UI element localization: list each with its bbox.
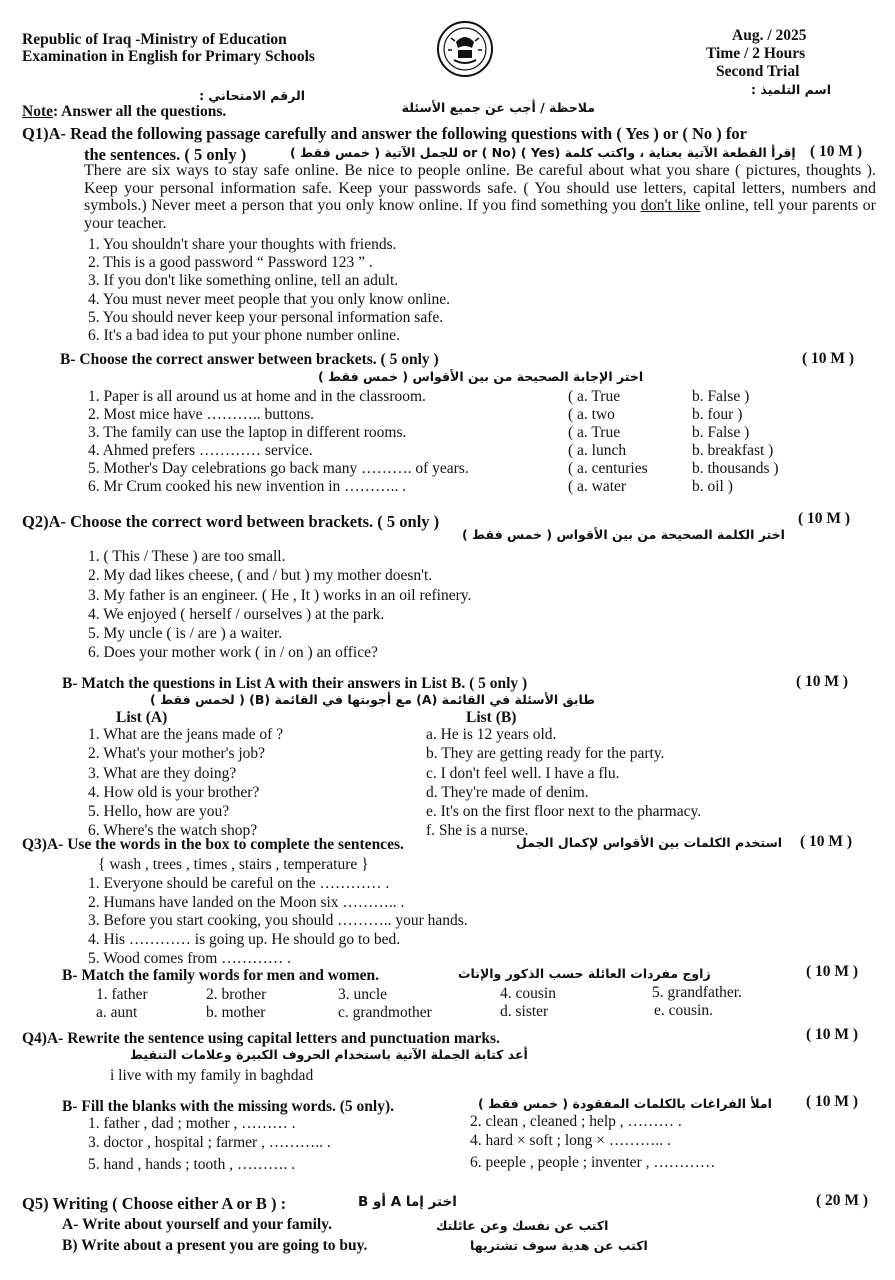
list-b-item: c. I don't feel well. I have a flu. (426, 764, 620, 782)
list-a-item: 3. What are they doing? (88, 764, 237, 782)
fill-item: 6. peeple , people ; inventer , ………… (470, 1154, 716, 1171)
list-item: 5. Wood comes from ………… . (88, 949, 291, 967)
q4a-arabic: أعد كتابة الجملة الآتية باستخدام الحروف الكبيرة وعلامات التنقيط (130, 1047, 528, 1062)
q3b-marks: ( 10 M ) (806, 963, 859, 980)
family-word: 2. brother (206, 986, 267, 1003)
list-b (426, 725, 701, 841)
family-word: 4. cousin (500, 985, 556, 1002)
list-item: 2. Humans have landed on the Moon six ……….. . (88, 893, 405, 911)
list-a-item: 5. Hello, how are you? (88, 803, 230, 821)
q1b-options-b (692, 388, 779, 496)
list-item: 5. My uncle ( is / are ) a waiter. (88, 625, 283, 643)
q3a-number: Q3)A- (22, 836, 64, 853)
q4b-marks: ( 10 M ) (806, 1093, 859, 1110)
q1b-question: 6. Mr Crum cooked his new invention in ……….. . (88, 478, 407, 495)
q1b-marks: ( 10 M ) (802, 350, 855, 367)
q4a-number: Q4)A- (22, 1030, 64, 1047)
list-b-item: b. They are getting ready for the party. (426, 745, 665, 763)
q5-option-b-arabic: اكتب عن هدية سوف تشتريها (470, 1238, 648, 1253)
fill-item: 2. clean , cleaned ; help , ……… . (470, 1113, 682, 1130)
q1a-passage: There are six ways to stay safe online. Be nice to people online. Be careful about what you share ( pictures, thoughts ). Keep your personal information safe. Keep your passwords safe. ( You should use letters, capital letters, numbers and symbols.) Never meet a person that you only know online. If you find something you don't like online, tell your parents or your teacher. (84, 162, 877, 232)
q1b-option-a: ( a. lunch (568, 442, 627, 459)
q1b-question: 2. Most mice have ……….. buttons. (88, 406, 315, 423)
list-item: 4. You must never meet people that you only know online. (88, 290, 451, 308)
family-word: d. sister (500, 1003, 549, 1020)
q1b-option-b: b. thousands ) (692, 460, 779, 477)
list-a-header: List (A) (116, 709, 168, 726)
family-word: e. cousin. (654, 1002, 713, 1019)
q1a-instruction-2: the sentences. ( 5 only ) (84, 145, 247, 164)
q1a-marks: ( 10 M ) (810, 143, 863, 160)
fill-item: 5. hand , hands ; tooth , ………. . (88, 1156, 296, 1173)
q3a-title-line (22, 836, 404, 854)
note-text: : Answer all the questions. (53, 103, 227, 120)
list-item: 1. ( This / These ) are too small. (88, 548, 286, 565)
q1b-question: 5. Mother's Day celebrations go back many ………. of years. (88, 460, 469, 477)
exam-date: Aug. / 2025 (732, 27, 807, 44)
list-b-item: d. They're made of denim. (426, 783, 589, 801)
q2a-title: Choose the correct word between brackets. ( 5 only ) (70, 512, 440, 531)
q5-option-b: B) Write about a present you are going to buy. (62, 1237, 368, 1254)
list-item: 6. Does your mother work ( in / on ) an office? (88, 644, 378, 662)
q5-arabic: اختر إما A أو B (358, 1194, 457, 1210)
family-word: 3. uncle (338, 986, 388, 1003)
q2b-title: B- Match the questions in List A with their answers in List B. ( 5 only ) (62, 675, 528, 692)
q1b-arabic: اختر الإجابة الصحيحة من بين الأقواس ( خمس فقط ) (318, 369, 644, 384)
q3a-marks: ( 10 M ) (800, 833, 853, 850)
list-a-item: 1. What are the jeans made of ? (88, 726, 284, 743)
q1a-arabic: إقرأ القطعة الآتية بعناية ، واكتب كلمة (Yes ) or ( No) للجمل الآتية ( خمس فقط ) (290, 145, 796, 160)
q5-marks: ( 20 M ) (816, 1192, 869, 1209)
list-item: 1. You shouldn't share your thoughts with friends. (88, 236, 397, 253)
list-b-header: List (B) (466, 709, 517, 726)
q4b-title: B- Fill the blanks with the missing words. (5 only). (62, 1098, 395, 1115)
q1b-option-b: b. False ) (692, 388, 750, 405)
q3b-arabic: زاوج مفردات العائلة حسب الذكور والإناث (458, 966, 711, 981)
fill-item: 1. father , dad ; mother , ……… . (88, 1115, 296, 1132)
q1b-question: 3. The family can use the laptop in different rooms. (88, 424, 407, 441)
q1a-number: Q1)A- (22, 124, 66, 143)
q1b-option-b: b. oil ) (692, 478, 733, 495)
list-b-item: a. He is 12 years old. (426, 726, 557, 743)
q3a-title: Use the words in the box to complete the sentences. (67, 836, 404, 853)
q4b-arabic: املأ الفراغات بالكلمات المفقودة ( خمس فقط ) (478, 1096, 772, 1111)
q2a-arabic: اختر الكلمة الصحيحة من بين الأقواس ( خمس فقط ) (462, 527, 785, 542)
exam-time: Time / 2 Hours (706, 45, 806, 62)
q1b-option-b: b. four ) (692, 406, 743, 423)
q3a-word-box: { wash , trees , times , stairs , temperature } (98, 856, 369, 873)
list-item: 5. You should never keep your personal information safe. (88, 308, 444, 326)
q5-title: Q5) Writing ( Choose either A or B ) : (22, 1194, 287, 1213)
list-item: 4. His ………… is going up. He should go to bed. (88, 931, 401, 949)
q1b-title: B- Choose the correct answer between brackets. ( 5 only ) (60, 351, 439, 368)
q4a-marks: ( 10 M ) (806, 1026, 859, 1043)
q2a-marks: ( 10 M ) (798, 510, 851, 527)
list-item: 2. My dad likes cheese, ( and / but ) my mother doesn't. (88, 567, 433, 585)
family-word: 1. father (96, 986, 148, 1003)
q1b-option-b: b. False ) (692, 424, 750, 441)
q1b-option-a: ( a. water (568, 478, 627, 495)
ministry-line: Republic of Iraq -Ministry of Education (22, 31, 287, 48)
q2b-marks: ( 10 M ) (796, 673, 849, 690)
q3a-arabic: استخدم الكلمات بين الأقواس لإكمال الجمل (516, 835, 783, 850)
q2a-number: Q2)A- (22, 512, 66, 531)
list-item: 2. This is a good password “ Password 123 ” . (88, 254, 373, 272)
q1b-options-a (568, 388, 648, 496)
list-item: 3. Before you start cooking, you should ……….. your hands. (88, 912, 468, 930)
student-name-label: اسم التلميذ : (751, 82, 831, 97)
q1a-list (88, 236, 450, 345)
list-a-item: 6. Where's the watch shop? (88, 822, 258, 840)
q1a-instruction (22, 124, 747, 144)
q1b-questions (88, 388, 469, 496)
family-word: a. aunt (96, 1004, 138, 1021)
list-a (88, 725, 283, 841)
q3b-title: B- Match the family words for men and women. (62, 967, 380, 984)
family-word: 5. grandfather. (652, 984, 742, 1001)
q5-option-a-arabic: اكتب عن نفسك وعن عائلتك (436, 1218, 609, 1233)
list-item: 1. Everyone should be careful on the ………… . (88, 875, 390, 892)
exam-number-label: الرقم الامتحاني : (199, 88, 305, 103)
note-label: Note (22, 103, 53, 120)
q4a-sentence: i live with my family in baghdad (110, 1067, 314, 1084)
fill-item: 3. doctor , hospital ; farmer , ……….. . (88, 1134, 331, 1151)
q1a-instruction-1: Read the following passage carefully and answer the following questions with ( Yes ) or ( No ) for (70, 124, 747, 143)
list-item: 4. We enjoyed ( herself / ourselves ) at the park. (88, 605, 385, 623)
q1b-option-a: ( a. True (568, 424, 621, 441)
q1b-question: 1. Paper is all around us at home and in the classroom. (88, 388, 426, 405)
q1b-option-b: b. breakfast ) (692, 442, 774, 459)
q1b-option-a: ( a. two (568, 406, 615, 423)
q5-option-a: A- Write about yourself and your family. (62, 1216, 332, 1233)
q4a-title: Rewrite the sentence using capital letters and punctuation marks. (67, 1030, 500, 1047)
list-item: 3. My father is an engineer. ( He , It ) works in an oil refinery. (88, 586, 472, 604)
list-b-item: e. It's on the first floor next to the pharmacy. (426, 803, 702, 821)
q2b-arabic: طابق الأسئلة في القائمة (A) مع أجوبتها في القائمة (B) ( لخمس فقط ) (150, 692, 595, 707)
q2a-title-line (22, 512, 439, 532)
q1b-option-a: ( a. True (568, 388, 621, 405)
q2a-list (88, 547, 471, 663)
q4a-title-line (22, 1030, 500, 1048)
q1b-question: 4. Ahmed prefers ………… service. (88, 442, 313, 459)
note-arabic: ملاحظة / أجب عن جميع الأسئلة (401, 100, 595, 115)
family-word: c. grandmother (338, 1004, 432, 1021)
list-item: 3. If you don't like something online, tell an adult. (88, 272, 399, 290)
q1b-option-a: ( a. centuries (568, 460, 648, 477)
fill-item: 4. hard × soft ; long × ……….. . (470, 1132, 671, 1149)
list-a-item: 4. How old is your brother? (88, 783, 260, 801)
list-item: 6. It's a bad idea to put your phone number online. (88, 327, 400, 345)
iraq-emblem-icon (436, 20, 494, 78)
family-word: b. mother (206, 1004, 266, 1021)
q3a-list (88, 875, 468, 969)
list-a-item: 2. What's your mother's job? (88, 745, 266, 763)
exam-trial: Second Trial (716, 63, 800, 80)
note-line (22, 103, 226, 121)
list-b-item: f. She is a nurse. (426, 822, 529, 840)
exam-title: Examination in English for Primary Schools (22, 48, 315, 65)
